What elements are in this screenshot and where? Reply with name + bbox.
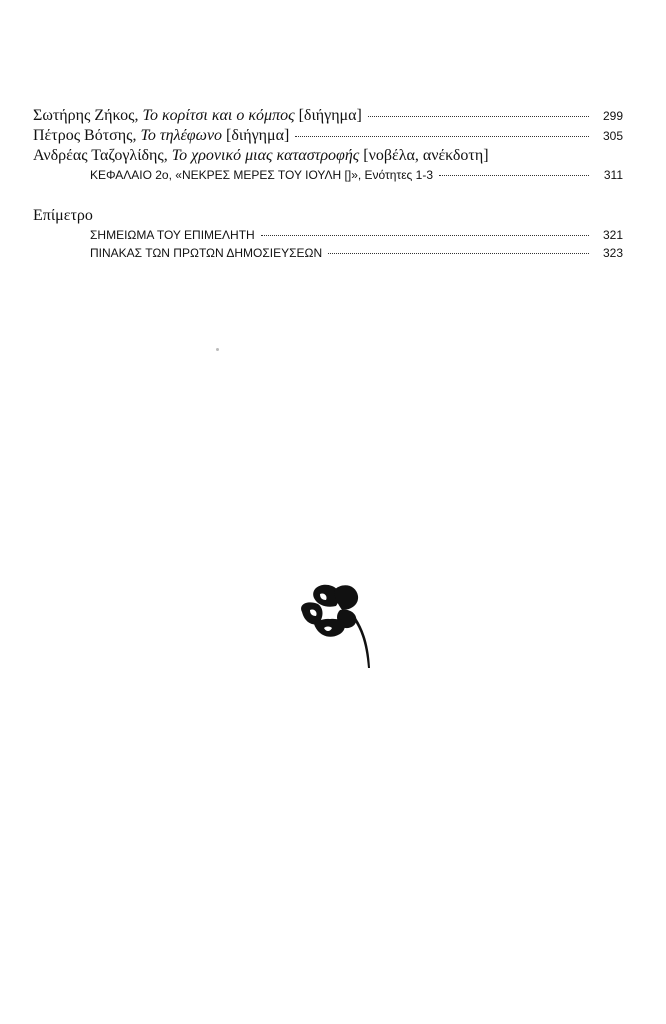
- entry-author: Πέτρος Βότσης,: [33, 127, 137, 144]
- page-number: 299: [602, 109, 623, 123]
- toc-entry-votsis: [33, 126, 623, 146]
- table-of-contents: [33, 106, 623, 262]
- entry-genre: [νοβέλα, ανέκδοτη]: [363, 147, 489, 164]
- dot-leader: [439, 175, 589, 176]
- entry-genre: [διήγημα]: [226, 127, 290, 144]
- entry-author: Ανδρέας Ταζογλίδης,: [33, 147, 168, 164]
- toc-entry-zikos: [33, 106, 623, 126]
- toc-epimetro-item: [33, 244, 623, 262]
- dot-leader: [261, 235, 589, 236]
- entry-title: Το χρονικό μιας καταστροφής: [171, 147, 360, 164]
- toc-epimetro-item: [33, 226, 623, 244]
- page-number: 305: [602, 129, 623, 143]
- dot-leader: [328, 253, 589, 254]
- sub-entry-text: ΚΕΦΑΛΑΙΟ 2ο, «ΝΕΚΡΕΣ ΜΕΡΕΣ ΤΟΥ ΙΟΥΛΗ []», Ενότητες 1-3: [90, 168, 434, 182]
- toc-entry-tazoglidis: [33, 146, 623, 166]
- paper-speck: [216, 348, 219, 351]
- entry-title: Το τηλέφωνο: [140, 127, 223, 144]
- item-text: ΠΙΝΑΚΑΣ ΤΩΝ ΠΡΩΤΩΝ ΔΗΜΟΣΙΕΥΣΕΩΝ: [90, 246, 323, 260]
- entry-title: Το κορίτσι και ο κόμπος: [142, 107, 295, 124]
- page-number: 323: [602, 246, 623, 260]
- entry-author: Σωτήρης Ζήκος,: [33, 107, 139, 124]
- dot-leader: [295, 136, 589, 137]
- page-number: 321: [602, 228, 623, 242]
- dot-leader: [368, 116, 589, 117]
- toc-sub-entry-chapter: [33, 166, 623, 184]
- page-number: 311: [603, 168, 623, 182]
- entry-genre: [διήγημα]: [298, 107, 362, 124]
- section-title-epimetro: Επίμετρο: [33, 207, 93, 224]
- item-text: ΣΗΜΕΙΩΜΑ ΤΟΥ ΕΠΙΜΕΛΗΤΗ: [90, 228, 255, 242]
- pansy-flower-icon: [296, 580, 376, 672]
